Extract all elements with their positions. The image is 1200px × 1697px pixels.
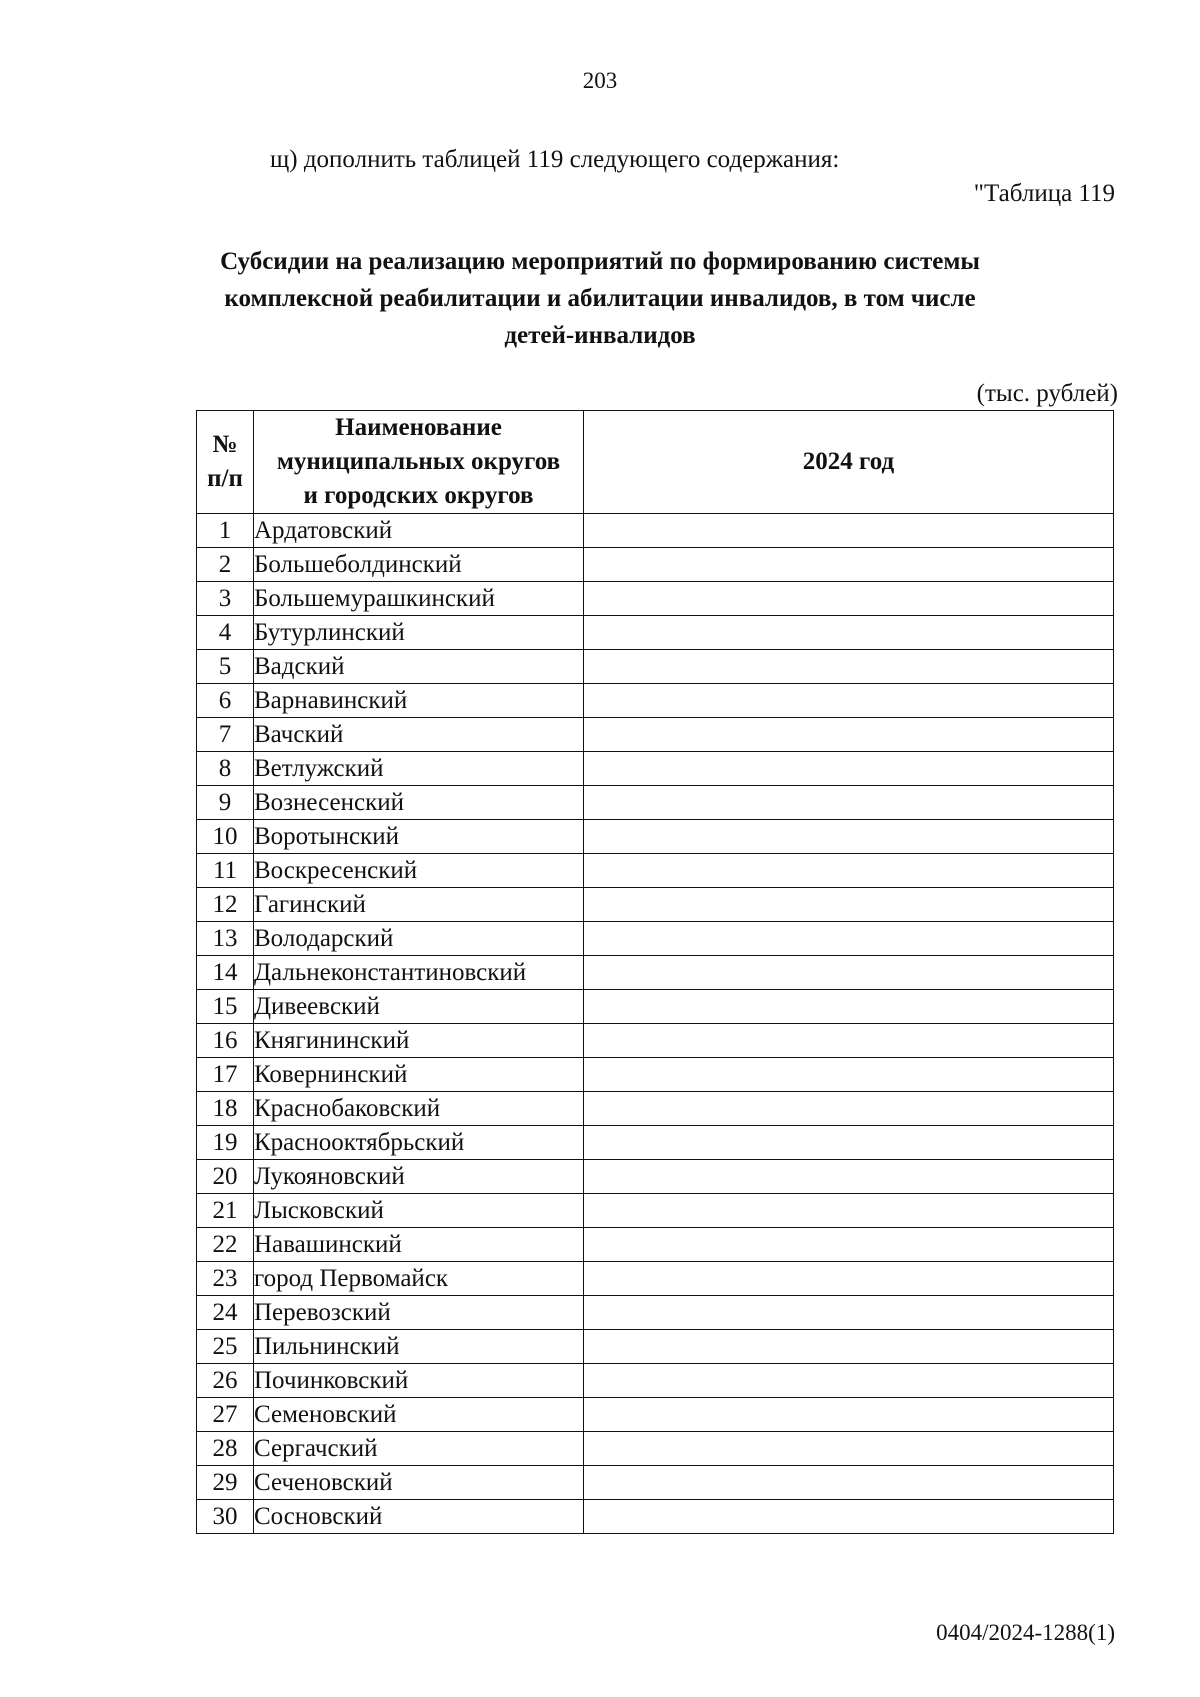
row-name: Володарский — [254, 922, 584, 956]
row-name: Вадский — [254, 650, 584, 684]
row-name: город Первомайск — [254, 1262, 584, 1296]
row-name: Краснобаковский — [254, 1092, 584, 1126]
row-name: Сеченовский — [254, 1466, 584, 1500]
row-value — [584, 1330, 1114, 1364]
row-number: 7 — [197, 718, 254, 752]
row-number: 2 — [197, 548, 254, 582]
row-value — [584, 718, 1114, 752]
document-code: 0404/2024-1288(1) — [936, 1620, 1115, 1645]
row-number: 29 — [197, 1466, 254, 1500]
row-value — [584, 1466, 1114, 1500]
row-number: 14 — [197, 956, 254, 990]
row-value — [584, 752, 1114, 786]
table-row — [197, 990, 1114, 1024]
row-value — [584, 650, 1114, 684]
row-number: 12 — [197, 888, 254, 922]
header-name-line: Наименование — [335, 414, 502, 441]
page-number: 203 — [582, 68, 618, 93]
table-row — [197, 650, 1114, 684]
table-row — [197, 616, 1114, 650]
row-name: Большемурашкинский — [254, 582, 584, 616]
row-number: 5 — [197, 650, 254, 684]
table-caption: "Таблица 119 — [973, 180, 1115, 207]
table-row — [197, 1398, 1114, 1432]
row-name: Сергачский — [254, 1432, 584, 1466]
row-value — [584, 1092, 1114, 1126]
row-value — [584, 1126, 1114, 1160]
row-value — [584, 1024, 1114, 1058]
row-number: 6 — [197, 684, 254, 718]
row-name: Вознесенский — [254, 786, 584, 820]
row-number: 23 — [197, 1262, 254, 1296]
table-header-row — [197, 411, 1114, 514]
table-row — [197, 922, 1114, 956]
header-number-line: № — [212, 431, 238, 458]
row-number: 1 — [197, 514, 254, 548]
title-line: комплексной реабилитации и абилитации инвалидов, в том числе — [224, 285, 976, 312]
row-number: 13 — [197, 922, 254, 956]
row-name: Дальнеконстантиновский — [254, 956, 584, 990]
row-name: Лукояновский — [254, 1160, 584, 1194]
row-name: Дивеевский — [254, 990, 584, 1024]
row-name: Краснооктябрьский — [254, 1126, 584, 1160]
row-name: Большеболдинский — [254, 548, 584, 582]
row-value — [584, 684, 1114, 718]
row-number: 22 — [197, 1228, 254, 1262]
row-name: Сосновский — [254, 1500, 584, 1534]
row-name: Ковернинский — [254, 1058, 584, 1092]
row-number: 21 — [197, 1194, 254, 1228]
table-row — [197, 514, 1114, 548]
row-number: 15 — [197, 990, 254, 1024]
row-value — [584, 514, 1114, 548]
instruction-text: щ) дополнить таблицей 119 следующего содержания: — [270, 146, 840, 173]
table-row — [197, 1228, 1114, 1262]
row-number: 18 — [197, 1092, 254, 1126]
row-value — [584, 1296, 1114, 1330]
row-value — [584, 854, 1114, 888]
row-name: Пильнинский — [254, 1330, 584, 1364]
table-row — [197, 1364, 1114, 1398]
document-title — [150, 243, 1050, 354]
row-value — [584, 1160, 1114, 1194]
row-value — [584, 922, 1114, 956]
table-row — [197, 1296, 1114, 1330]
row-number: 10 — [197, 820, 254, 854]
row-name: Воротынский — [254, 820, 584, 854]
subsidies-table — [196, 410, 1114, 1534]
row-name: Семеновский — [254, 1398, 584, 1432]
row-value — [584, 1228, 1114, 1262]
row-number: 3 — [197, 582, 254, 616]
row-name: Воскресенский — [254, 854, 584, 888]
row-name: Бутурлинский — [254, 616, 584, 650]
row-number: 11 — [197, 854, 254, 888]
table-row — [197, 1058, 1114, 1092]
table-row — [197, 1024, 1114, 1058]
row-number: 17 — [197, 1058, 254, 1092]
table-body — [197, 514, 1114, 1534]
table-row — [197, 1262, 1114, 1296]
row-value — [584, 1058, 1114, 1092]
row-number: 25 — [197, 1330, 254, 1364]
row-number: 24 — [197, 1296, 254, 1330]
row-name: Вачский — [254, 718, 584, 752]
table-row — [197, 888, 1114, 922]
header-number — [197, 411, 254, 514]
row-value — [584, 1432, 1114, 1466]
row-value — [584, 956, 1114, 990]
table-row — [197, 1432, 1114, 1466]
table-row — [197, 1160, 1114, 1194]
table-row — [197, 1500, 1114, 1534]
row-value — [584, 1194, 1114, 1228]
row-value — [584, 582, 1114, 616]
row-value — [584, 786, 1114, 820]
title-line: Субсидии на реализацию мероприятий по формированию системы — [220, 248, 980, 275]
row-number: 4 — [197, 616, 254, 650]
row-number: 27 — [197, 1398, 254, 1432]
table-row — [197, 1466, 1114, 1500]
row-value — [584, 1500, 1114, 1534]
row-number: 16 — [197, 1024, 254, 1058]
table-row — [197, 786, 1114, 820]
row-value — [584, 1262, 1114, 1296]
header-year: 2024 год — [584, 411, 1114, 514]
table-row — [197, 820, 1114, 854]
header-number-line: п/п — [207, 465, 243, 492]
row-value — [584, 616, 1114, 650]
row-name: Княгининский — [254, 1024, 584, 1058]
row-number: 8 — [197, 752, 254, 786]
row-value — [584, 548, 1114, 582]
table-row — [197, 1194, 1114, 1228]
header-name-line: муниципальных округов — [276, 448, 561, 475]
row-name: Ардатовский — [254, 514, 584, 548]
header-name — [254, 411, 584, 514]
row-name: Перевозский — [254, 1296, 584, 1330]
table-row — [197, 1092, 1114, 1126]
title-line: детей-инвалидов — [504, 322, 696, 349]
row-value — [584, 820, 1114, 854]
table-row — [197, 854, 1114, 888]
table-row — [197, 718, 1114, 752]
row-value — [584, 888, 1114, 922]
table-row — [197, 1126, 1114, 1160]
table-row — [197, 1330, 1114, 1364]
row-name: Варнавинский — [254, 684, 584, 718]
row-name: Ветлужский — [254, 752, 584, 786]
row-name: Навашинский — [254, 1228, 584, 1262]
row-number: 26 — [197, 1364, 254, 1398]
row-number: 19 — [197, 1126, 254, 1160]
table-row — [197, 684, 1114, 718]
row-name: Гагинский — [254, 888, 584, 922]
table-row — [197, 752, 1114, 786]
row-name: Починковский — [254, 1364, 584, 1398]
row-number: 30 — [197, 1500, 254, 1534]
row-number: 28 — [197, 1432, 254, 1466]
table-row — [197, 548, 1114, 582]
header-name-line: и городских округов — [303, 482, 534, 509]
row-number: 20 — [197, 1160, 254, 1194]
row-value — [584, 1398, 1114, 1432]
row-name: Лысковский — [254, 1194, 584, 1228]
row-value — [584, 990, 1114, 1024]
row-value — [584, 1364, 1114, 1398]
table-row — [197, 956, 1114, 990]
units-label: (тыс. рублей) — [976, 380, 1118, 407]
row-number: 9 — [197, 786, 254, 820]
table-row — [197, 582, 1114, 616]
